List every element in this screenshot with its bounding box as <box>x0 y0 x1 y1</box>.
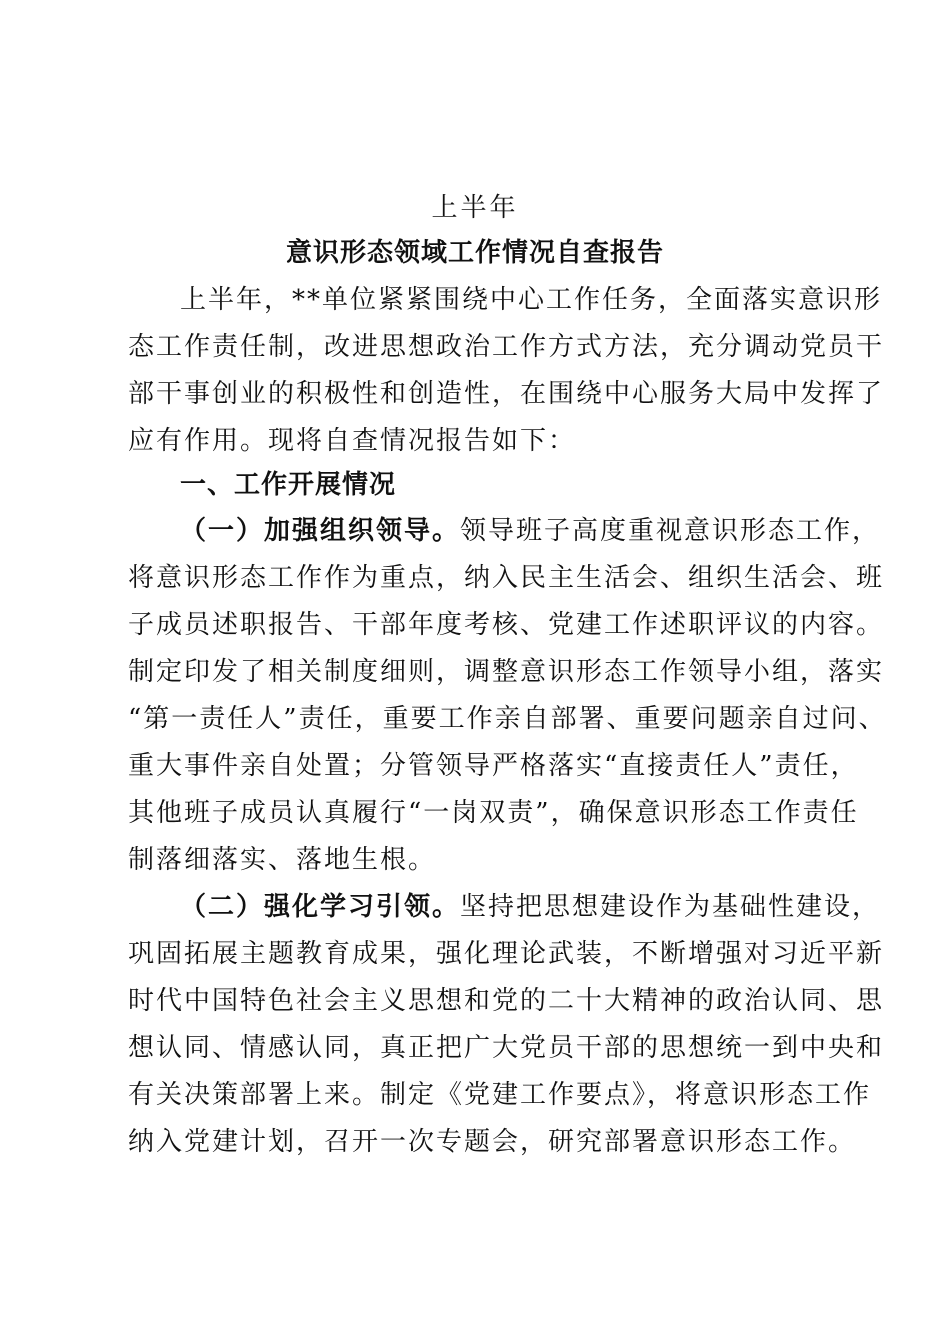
subsection-2-line: 巩固拓展主题教育成果，强化理论武装，不断增强对习近平新 <box>128 939 885 969</box>
subsection-2-line: 想认同、情感认同，真正把广大党员干部的思想统一到中央和 <box>128 1033 885 1063</box>
subsection-1-first-line <box>180 515 880 547</box>
intro-line: 态工作责任制，改进思想政治工作方式方法，充分调动党员干 <box>128 332 885 362</box>
document-pre-title: 上半年 <box>431 193 519 223</box>
intro-line: 部干事创业的积极性和创造性，在围绕中心服务大局中发挥了 <box>128 379 885 409</box>
subsection-2-line: 时代中国特色社会主义思想和党的二十大精神的政治认同、思 <box>128 986 885 1016</box>
subsection-2-lead: （二）强化学习引领。 <box>180 892 461 922</box>
subsection-1-line: 其他班子成员认真履行“一岗双责”，确保意识形态工作责任 <box>128 798 859 828</box>
subsection-2-line: 有关决策部署上来。制定《党建工作要点》，将意识形态工作 <box>128 1080 872 1110</box>
subsection-1-line: 将意识形态工作作为重点，纳入民主生活会、组织生活会、班 <box>128 563 885 593</box>
intro-line: 上半年，**单位紧紧围绕中心工作任务，全面落实意识形 <box>180 285 883 315</box>
subsection-2-first-line <box>180 891 880 923</box>
section-heading: 一、工作开展情况 <box>180 470 397 500</box>
subsection-1-first-line-text: 领导班子高度重视意识形态工作， <box>460 516 881 546</box>
subsection-1-line: “第一责任人”责任，重要工作亲自部署、重要问题亲自过问、 <box>128 704 887 734</box>
subsection-2-first-line-text: 坚持把思想建设作为基础性建设， <box>460 892 881 922</box>
intro-line: 应有作用。现将自查情况报告如下： <box>128 426 577 456</box>
subsection-1-line: 制定印发了相关制度细则，调整意识形态工作领导小组，落实 <box>128 657 885 687</box>
subsection-1-line: 制落细落实、落地生根。 <box>128 845 437 875</box>
subsection-1-lead: （一）加强组织领导。 <box>180 516 461 546</box>
subsection-1-line: 重大事件亲自处置；分管领导严格落实“直接责任人”责任， <box>128 751 859 781</box>
subsection-1-line: 子成员述职报告、干部年度考核、党建工作述职评议的内容。 <box>128 610 885 640</box>
subsection-2-line: 纳入党建计划，召开一次专题会，研究部署意识形态工作。 <box>128 1127 857 1157</box>
document-title: 意识形态领域工作情况自查报告 <box>285 238 664 268</box>
